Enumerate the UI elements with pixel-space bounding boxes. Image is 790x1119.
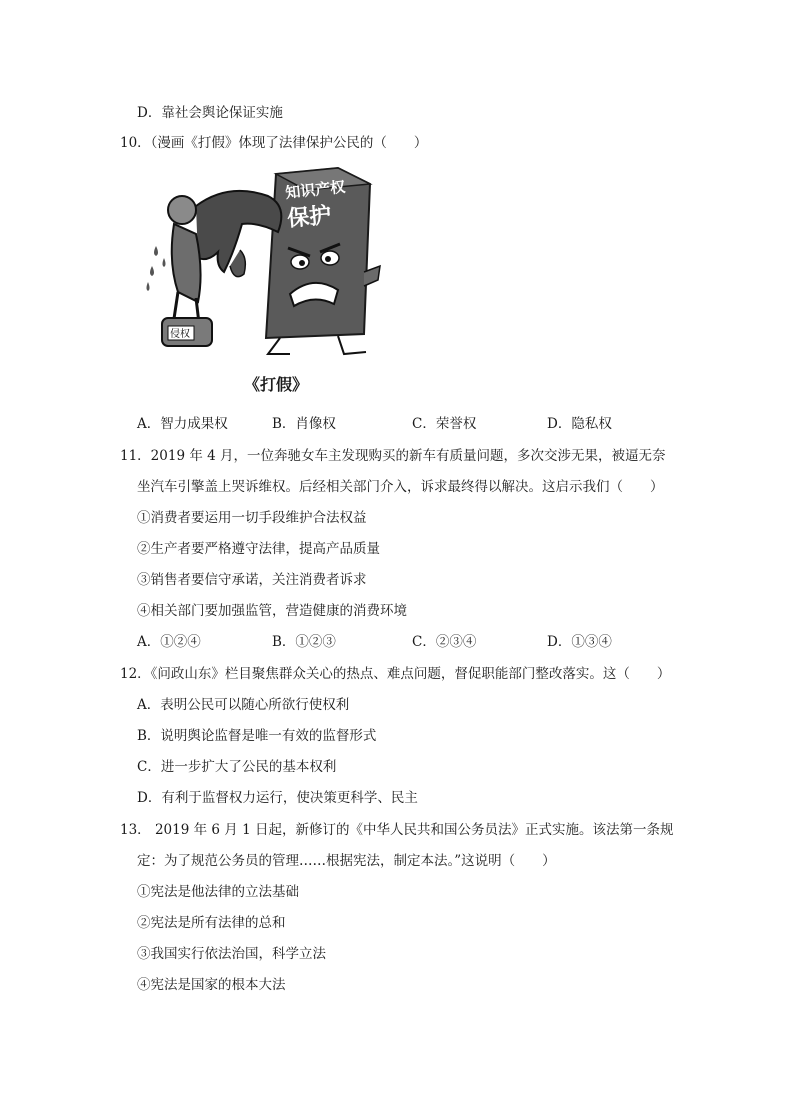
- q11-stem-line2: 坐汽车引擎盖上哭诉维权。后经相关部门介入，诉求最终得以解决。这启示我们（ ）: [137, 479, 664, 495]
- q13-statement-3: ③我国实行依法治国，科学立法: [137, 946, 326, 962]
- q10-option-a: A．智力成果权: [137, 416, 228, 432]
- bag-label-text: 侵权: [170, 329, 190, 340]
- q11-option-c: C．②③④: [412, 634, 477, 650]
- q10-stem: 10．（漫画《打假》体现了法律保护公民的（ ）: [120, 135, 428, 151]
- q11-option-a: A．①②④: [137, 634, 201, 650]
- q13-statement-2: ②宪法是所有法律的总和: [137, 915, 286, 931]
- q11-statement-3: ③销售者要信守承诺，关注消费者诉求: [137, 572, 367, 588]
- q9-option-d: D．靠社会舆论保证实施: [137, 105, 283, 121]
- ip-protection-sign: [266, 168, 380, 354]
- q13-stem-line2: 定：为了规范公务员的管理……根据宪法，制定本法。”这说明（ ）: [137, 853, 556, 869]
- q11-option-d: D．①③④: [547, 634, 612, 650]
- q11-stem-line1: 11．2019 年 4 月，一位奔驰女车主发现购买的新车有质量问题，多次交涉无果，被逼无奈: [120, 448, 666, 464]
- q10-option-b: B．肖像权: [272, 416, 336, 432]
- q13-statement-1: ①宪法是他法律的立法基础: [137, 884, 299, 900]
- q12-option-d: D．有利于监督权力运行，使决策更科学、民主: [137, 790, 418, 806]
- q13-stem-line1: 13． 2019 年 6 月 1 日起，新修订的《中华人民共和国公务员法》正式实施。该法第一条规: [120, 822, 674, 838]
- q12-option-a: A．表明公民可以随心所欲行使权利: [137, 697, 350, 713]
- q13-statement-4: ④宪法是国家的根本大法: [137, 977, 286, 993]
- q12-stem: 12．《问政山东》栏目聚焦群众关心的热点、难点问题，督促职能部门整改落实。这（ ）: [120, 666, 671, 682]
- q11-statement-1: ①消费者要运用一切手段维护合法权益: [137, 510, 367, 526]
- q10-option-c: C．荣誉权: [412, 416, 477, 432]
- q10-option-d: D．隐私权: [547, 416, 612, 432]
- q12-option-c: C．进一步扩大了公民的基本权利: [137, 759, 337, 775]
- q11-statement-4: ④相关部门要加强监管，营造健康的消费环境: [137, 603, 407, 619]
- cartoon-caption: 《打假》: [244, 375, 309, 394]
- cartoon-illustration: [138, 162, 383, 358]
- q11-option-b: B．①②③: [272, 634, 336, 650]
- sign-line2-text: 保护: [286, 203, 333, 232]
- q12-option-b: B．说明舆论监督是唯一有效的监督形式: [137, 728, 377, 744]
- sign-line1-text: 知识产权: [284, 177, 347, 202]
- q11-statement-2: ②生产者要严格遵守法律，提高产品质量: [137, 541, 380, 557]
